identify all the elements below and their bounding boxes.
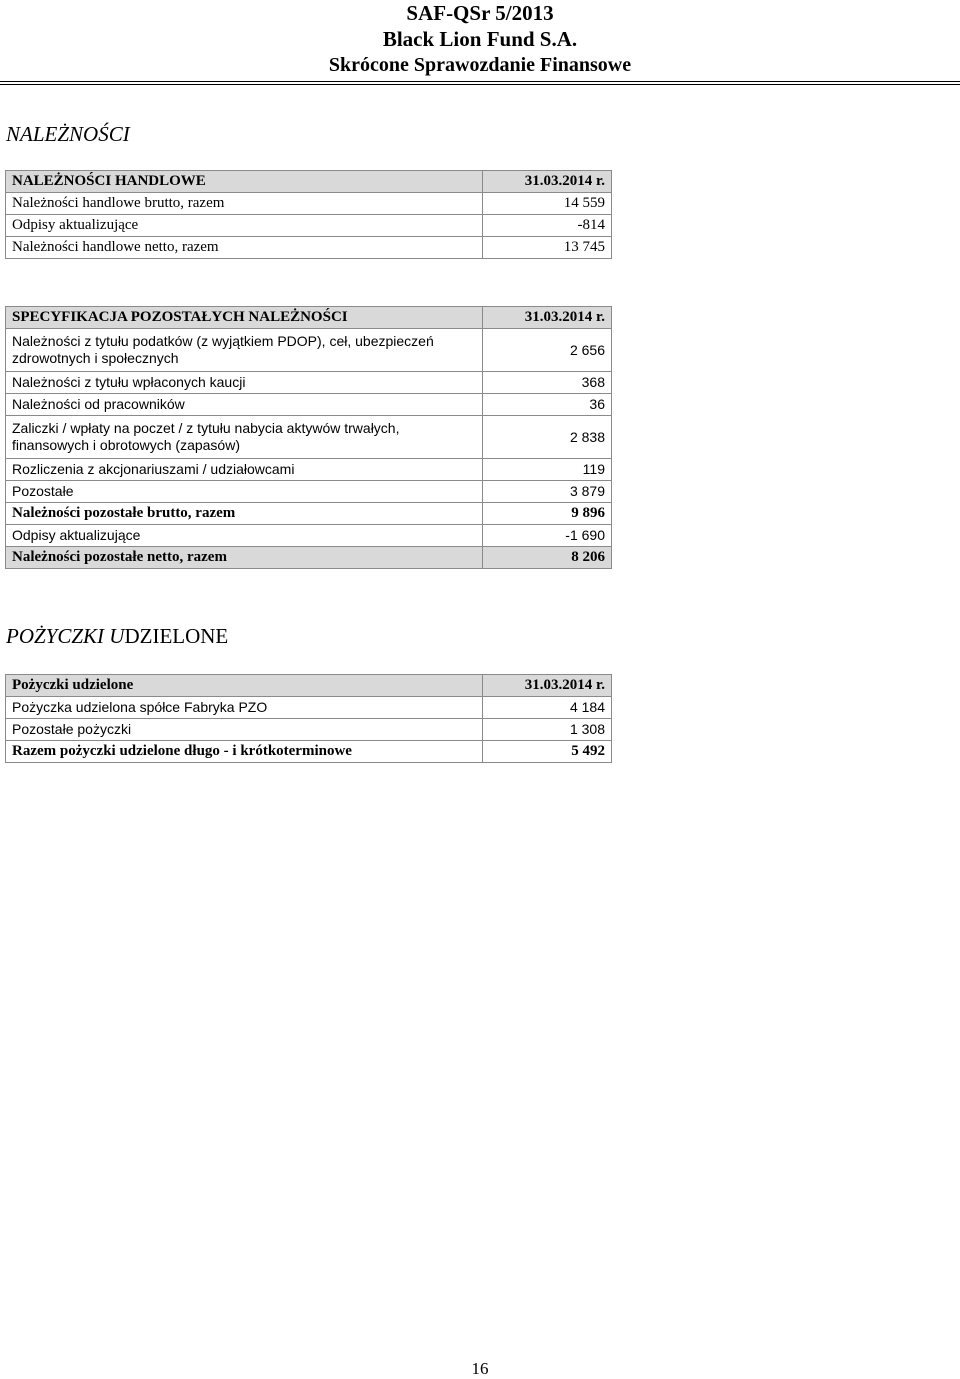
- table-row: [6, 525, 612, 547]
- document-header: [0, 0, 960, 79]
- table-row: [6, 697, 612, 719]
- section-title-rest: DZIELONE: [124, 624, 229, 648]
- table-row: [6, 394, 612, 416]
- row-value: 5 492: [483, 741, 612, 763]
- table-row: [6, 215, 612, 237]
- table-row: [6, 237, 612, 259]
- table-row: [6, 547, 612, 569]
- other-receivables-table: [5, 306, 612, 569]
- row-value: 119: [483, 459, 612, 481]
- row-value: -814: [483, 215, 612, 237]
- row-label: Odpisy aktualizujące: [6, 215, 483, 237]
- report-code: SAF-QSr 5/2013: [406, 1, 554, 25]
- row-value: 2 838: [483, 416, 612, 459]
- table-row: [6, 503, 612, 525]
- table-row: [6, 459, 612, 481]
- row-label: Odpisy aktualizujące: [6, 525, 483, 547]
- header-rule-bottom: [0, 84, 960, 85]
- section-title-italic: POŻYCZKI U: [6, 624, 125, 648]
- table-header-label: NALEŻNOŚCI HANDLOWE: [6, 171, 483, 193]
- row-label: Należności handlowe brutto, razem: [6, 193, 483, 215]
- table-header-date: 31.03.2014 r.: [483, 307, 612, 329]
- page-number: 16: [471, 1359, 489, 1378]
- row-label: Pożyczka udzielona spółce Fabryka PZO: [6, 697, 483, 719]
- row-label: Pozostałe pożyczki: [6, 719, 483, 741]
- table-row: [6, 416, 612, 459]
- trade-receivables-table: [5, 170, 612, 259]
- table-header-date: 31.03.2014 r.: [483, 171, 612, 193]
- row-value: -1 690: [483, 525, 612, 547]
- table-row: [6, 329, 612, 372]
- table-header-label: SPECYFIKACJA POZOSTAŁYCH NALEŻNOŚCI: [6, 307, 483, 329]
- table-row: [6, 719, 612, 741]
- row-value: 2 656: [483, 329, 612, 372]
- company-name: Black Lion Fund S.A.: [382, 27, 578, 51]
- row-label: Rozliczenia z akcjonariuszami / udziałowcami: [6, 459, 483, 481]
- section-title-receivables: NALEŻNOŚCI: [6, 122, 130, 146]
- row-label: Zaliczki / wpłaty na poczet / z tytułu nabycia aktywów trwałych, finansowych i obrotowych (zapasów): [6, 416, 483, 459]
- row-label: Należności pozostałe netto, razem: [6, 547, 483, 569]
- loans-table: [5, 674, 612, 763]
- row-value: 13 745: [483, 237, 612, 259]
- header-rule-top: [0, 81, 960, 82]
- section-title-loans: [6, 624, 228, 649]
- table-row: [6, 741, 612, 763]
- row-value: 1 308: [483, 719, 612, 741]
- row-value: 14 559: [483, 193, 612, 215]
- row-value: 8 206: [483, 547, 612, 569]
- table-row: [6, 372, 612, 394]
- row-value: 368: [483, 372, 612, 394]
- row-label: Należności handlowe netto, razem: [6, 237, 483, 259]
- row-label: Należności pozostałe brutto, razem: [6, 503, 483, 525]
- row-label: Należności od pracowników: [6, 394, 483, 416]
- row-value: 4 184: [483, 697, 612, 719]
- table-row: [6, 193, 612, 215]
- report-title: Skrócone Sprawozdanie Finansowe: [328, 54, 632, 76]
- row-value: 3 879: [483, 481, 612, 503]
- table-header-date: 31.03.2014 r.: [483, 675, 612, 697]
- row-value: 36: [483, 394, 612, 416]
- table-header-label: Pożyczki udzielone: [6, 675, 483, 697]
- row-label: Należności z tytułu wpłaconych kaucji: [6, 372, 483, 394]
- row-label: Pozostałe: [6, 481, 483, 503]
- row-label: Należności z tytułu podatków (z wyjątkiem PDOP), ceł, ubezpieczeń zdrowotnych i społecznych: [6, 329, 483, 372]
- row-value: 9 896: [483, 503, 612, 525]
- row-label: Razem pożyczki udzielone długo - i krótkoterminowe: [6, 741, 483, 763]
- table-row: [6, 481, 612, 503]
